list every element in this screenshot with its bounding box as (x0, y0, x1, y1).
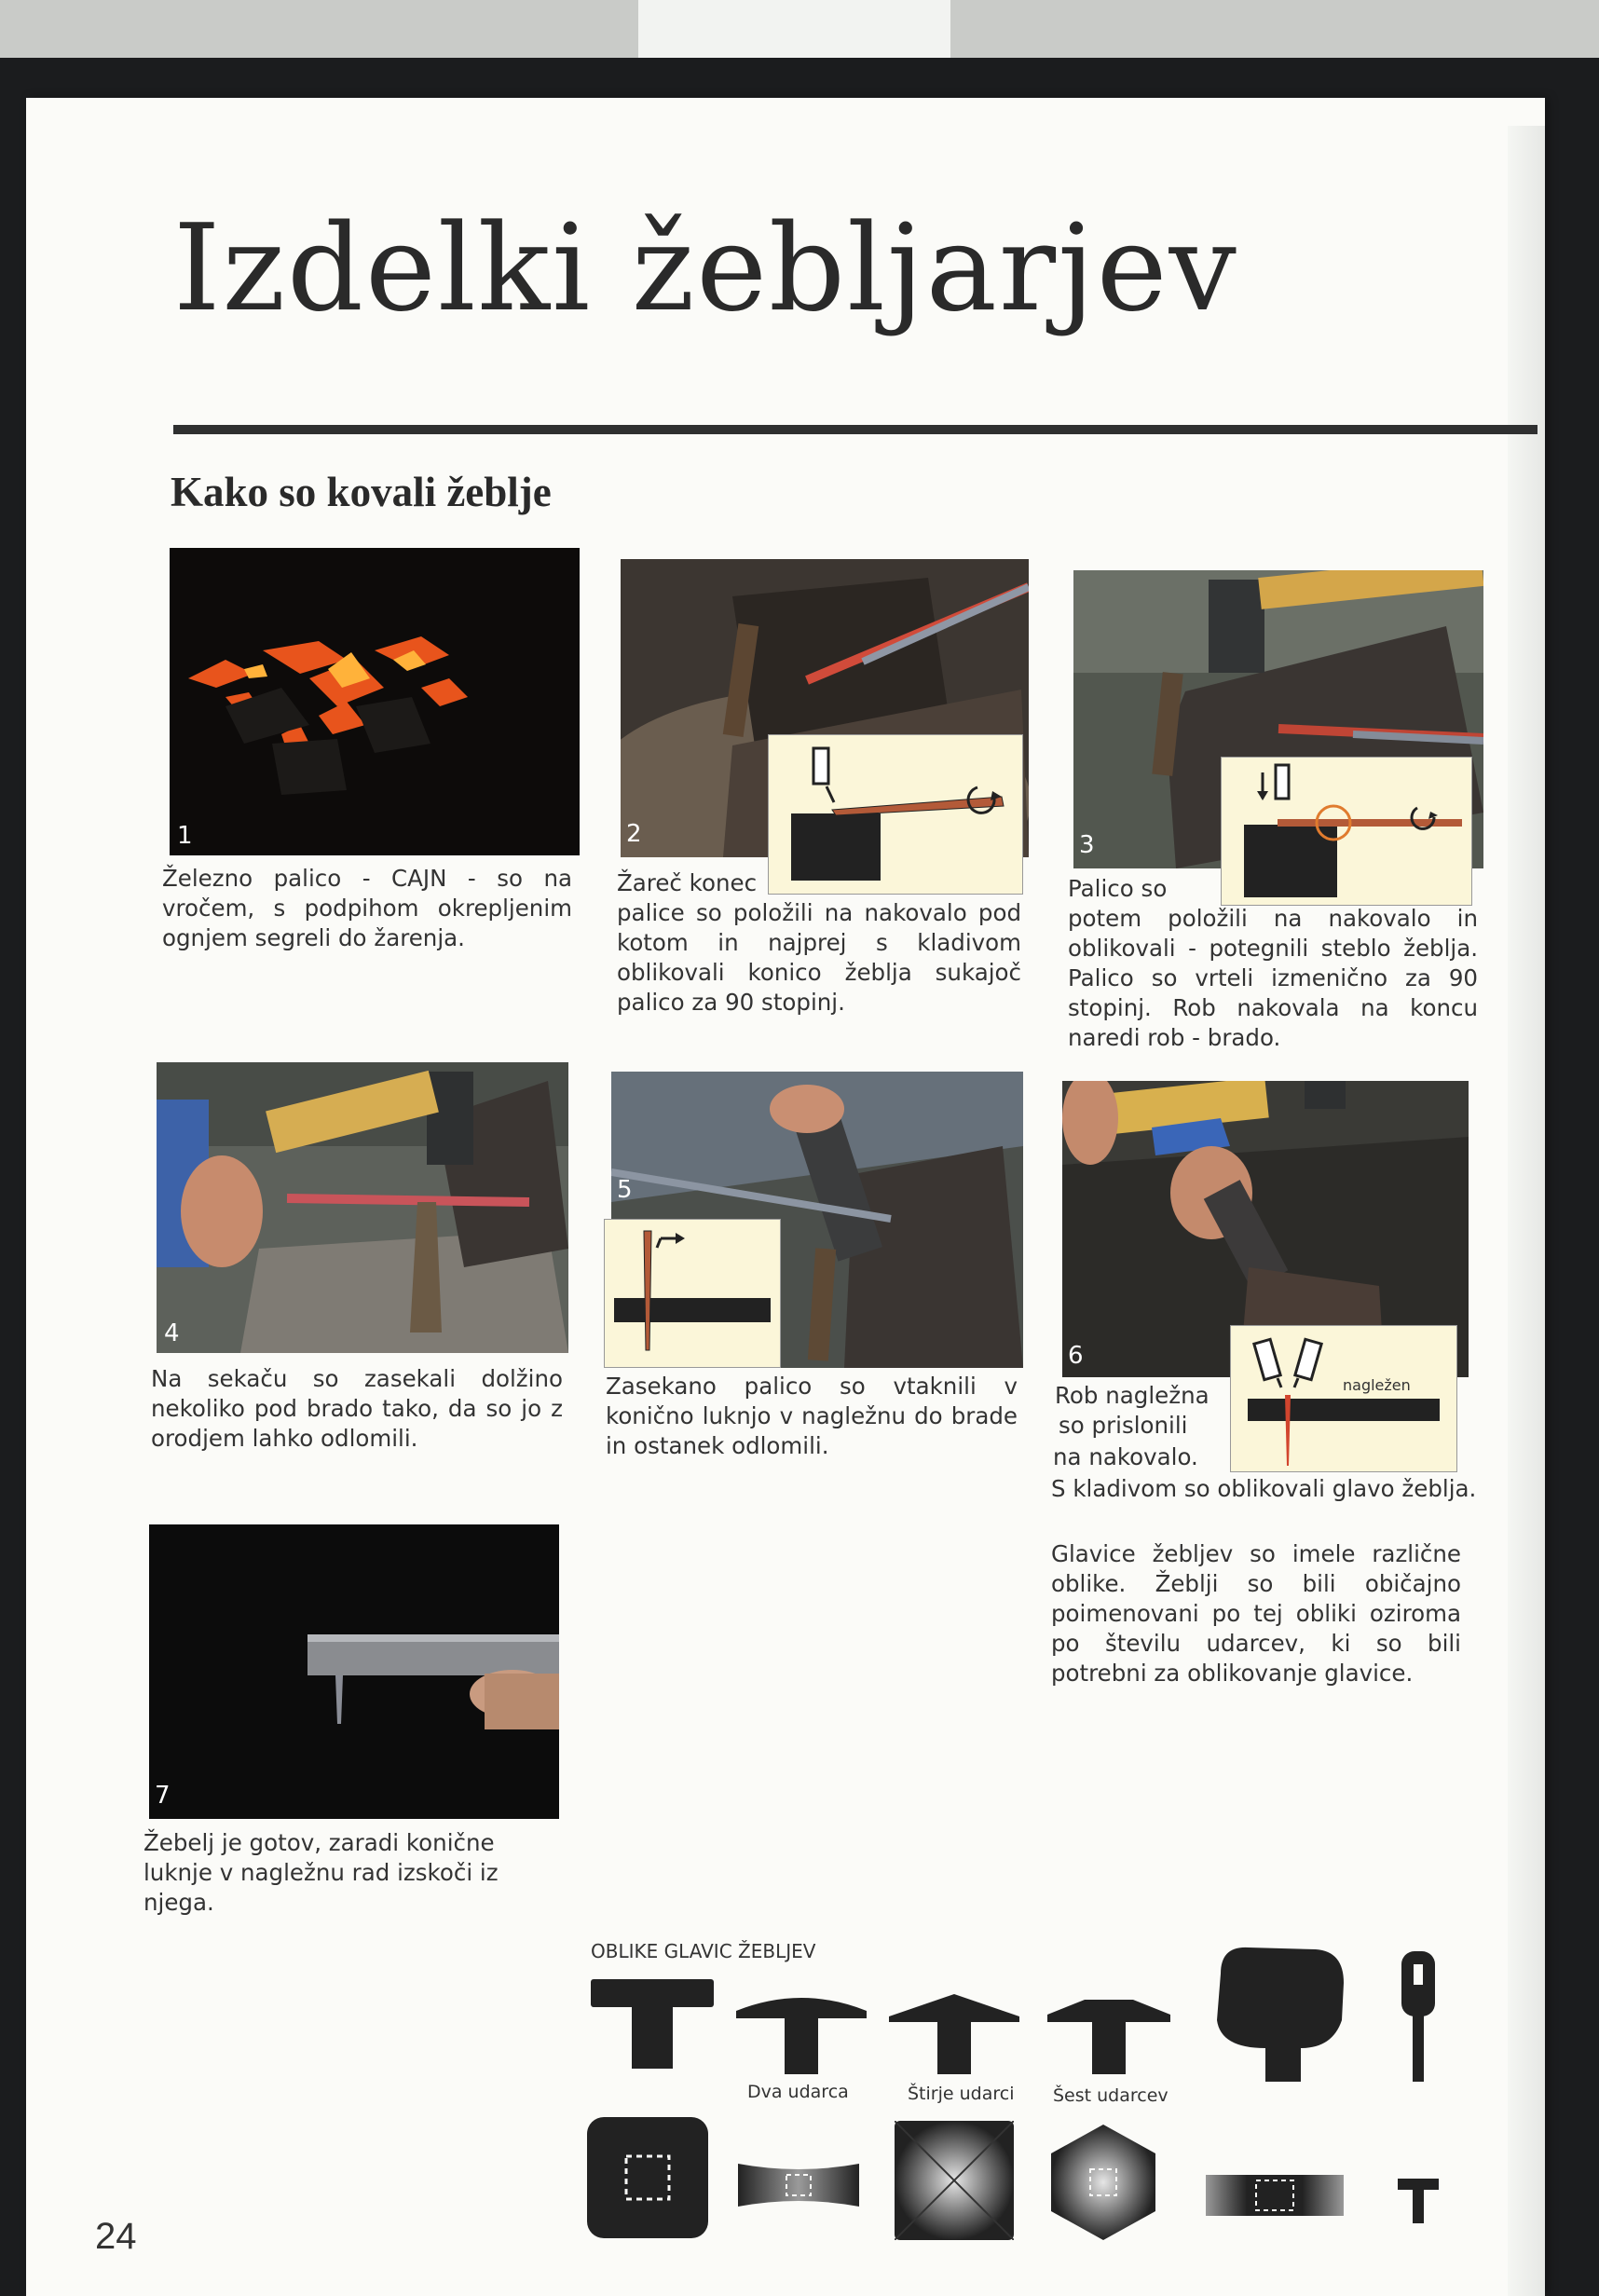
page-title: Izdelki žebljarjev (173, 199, 1238, 338)
diagram-step-6 (1230, 1325, 1457, 1472)
nail-head-flat-icon (591, 1979, 714, 2069)
diagram-step-3 (1221, 757, 1472, 906)
nail-head-six-blows-icon (1047, 1992, 1170, 2074)
scanner-frame (0, 0, 1599, 65)
label-dva-udarca: Dva udarca (747, 2082, 849, 2102)
photo-step-4 (157, 1062, 568, 1353)
diagram-step-5 (604, 1219, 781, 1368)
caption-step-3-head: Palico so (1068, 875, 1168, 902)
nail-head-top-four-blows-icon (895, 2121, 1014, 2240)
caption-step-6-line-3: na nakovalo. (1053, 1443, 1198, 1470)
photo-step-7 (149, 1524, 559, 1819)
step-number: 2 (626, 820, 642, 848)
label-sest-udarcev: Šest udarcev (1053, 2085, 1168, 2106)
page-number: 24 (95, 2216, 137, 2257)
shapes-heading: OBLIKE GLAVIC ŽEBLJEV (591, 1940, 816, 1962)
nail-head-top-square-icon (587, 2117, 708, 2238)
caption-step-3: potem položili na nakovalo in oblikovali - potegnili steblo žeblja. Palico so vrteli izmenično za 90 stopinj. Rob nakovala na koncu naredi rob - brado. (1068, 905, 1478, 1051)
nail-head-tall-icon (1398, 1951, 1439, 2082)
caption-step-1: Železno palico - CAJN - so na vročem, s podpihom okrepljenim ognjem segreli do žarenja. (162, 865, 572, 951)
step-number: 7 (155, 1782, 171, 1810)
step-number: 3 (1079, 831, 1095, 859)
caption-step-7: Žebelj je gotov, zaradi konične luknje v nagležnu rad izskoči iz njega. (144, 1829, 499, 1916)
nail-head-top-oblong-icon (738, 2158, 859, 2212)
nail-head-two-blows-icon (736, 1990, 867, 2074)
step-number: 1 (177, 822, 193, 850)
page-edge (1508, 126, 1545, 2296)
caption-step-4: Na sekaču so zasekali dolžino nekoliko pod brado tako, da so jo z orodjem lahko odlomili. (151, 1365, 563, 1452)
caption-step-5: Zasekano palico so vtaknili v konično luknjo v nagležnu do brade in ostanek odlomili. (606, 1373, 1018, 1459)
caption-step-2-head: Žareč konec (617, 869, 758, 896)
diagram-step-2 (768, 734, 1023, 895)
nail-head-rounded-icon (1211, 1946, 1347, 2082)
nail-head-small-t-icon (1398, 2179, 1439, 2223)
section-subtitle: Kako so kovali žeblje (171, 469, 552, 515)
nail-head-four-blows-icon (889, 1992, 1019, 2074)
photo-step-1 (170, 548, 580, 855)
nail-head-top-bar-icon (1206, 2175, 1344, 2216)
caption-step-6-line-2: so prislonili (1059, 1412, 1188, 1439)
nail-head-top-six-blows-icon (1051, 2125, 1155, 2240)
label-stirje-udarci: Štirje udarci (908, 2084, 1015, 2104)
step-number: 5 (617, 1176, 633, 1204)
step-number: 4 (164, 1319, 180, 1347)
note-paragraph: Glavice žebljev so imele različne oblike. Žeblji so bili običajno poimenovani po tej obliki oziroma po številu udarcev, ki so bili potrebni za oblikovanje glavice. (1051, 1540, 1461, 1687)
caption-step-6-line-1: Rob nagležna (1055, 1382, 1210, 1409)
caption-step-2: palice so položili na nakovalo pod kotom in najprej s kladivom oblikovali konico žeblja sukajoč palico za 90 stopinj. (617, 899, 1021, 1016)
title-rule (173, 425, 1538, 434)
step-number: 6 (1068, 1342, 1084, 1370)
caption-step-6-tail: S kladivom so oblikovali glavo žeblja. (1051, 1475, 1477, 1502)
diagram-label-nagleznen: nagležen (1343, 1376, 1411, 1394)
